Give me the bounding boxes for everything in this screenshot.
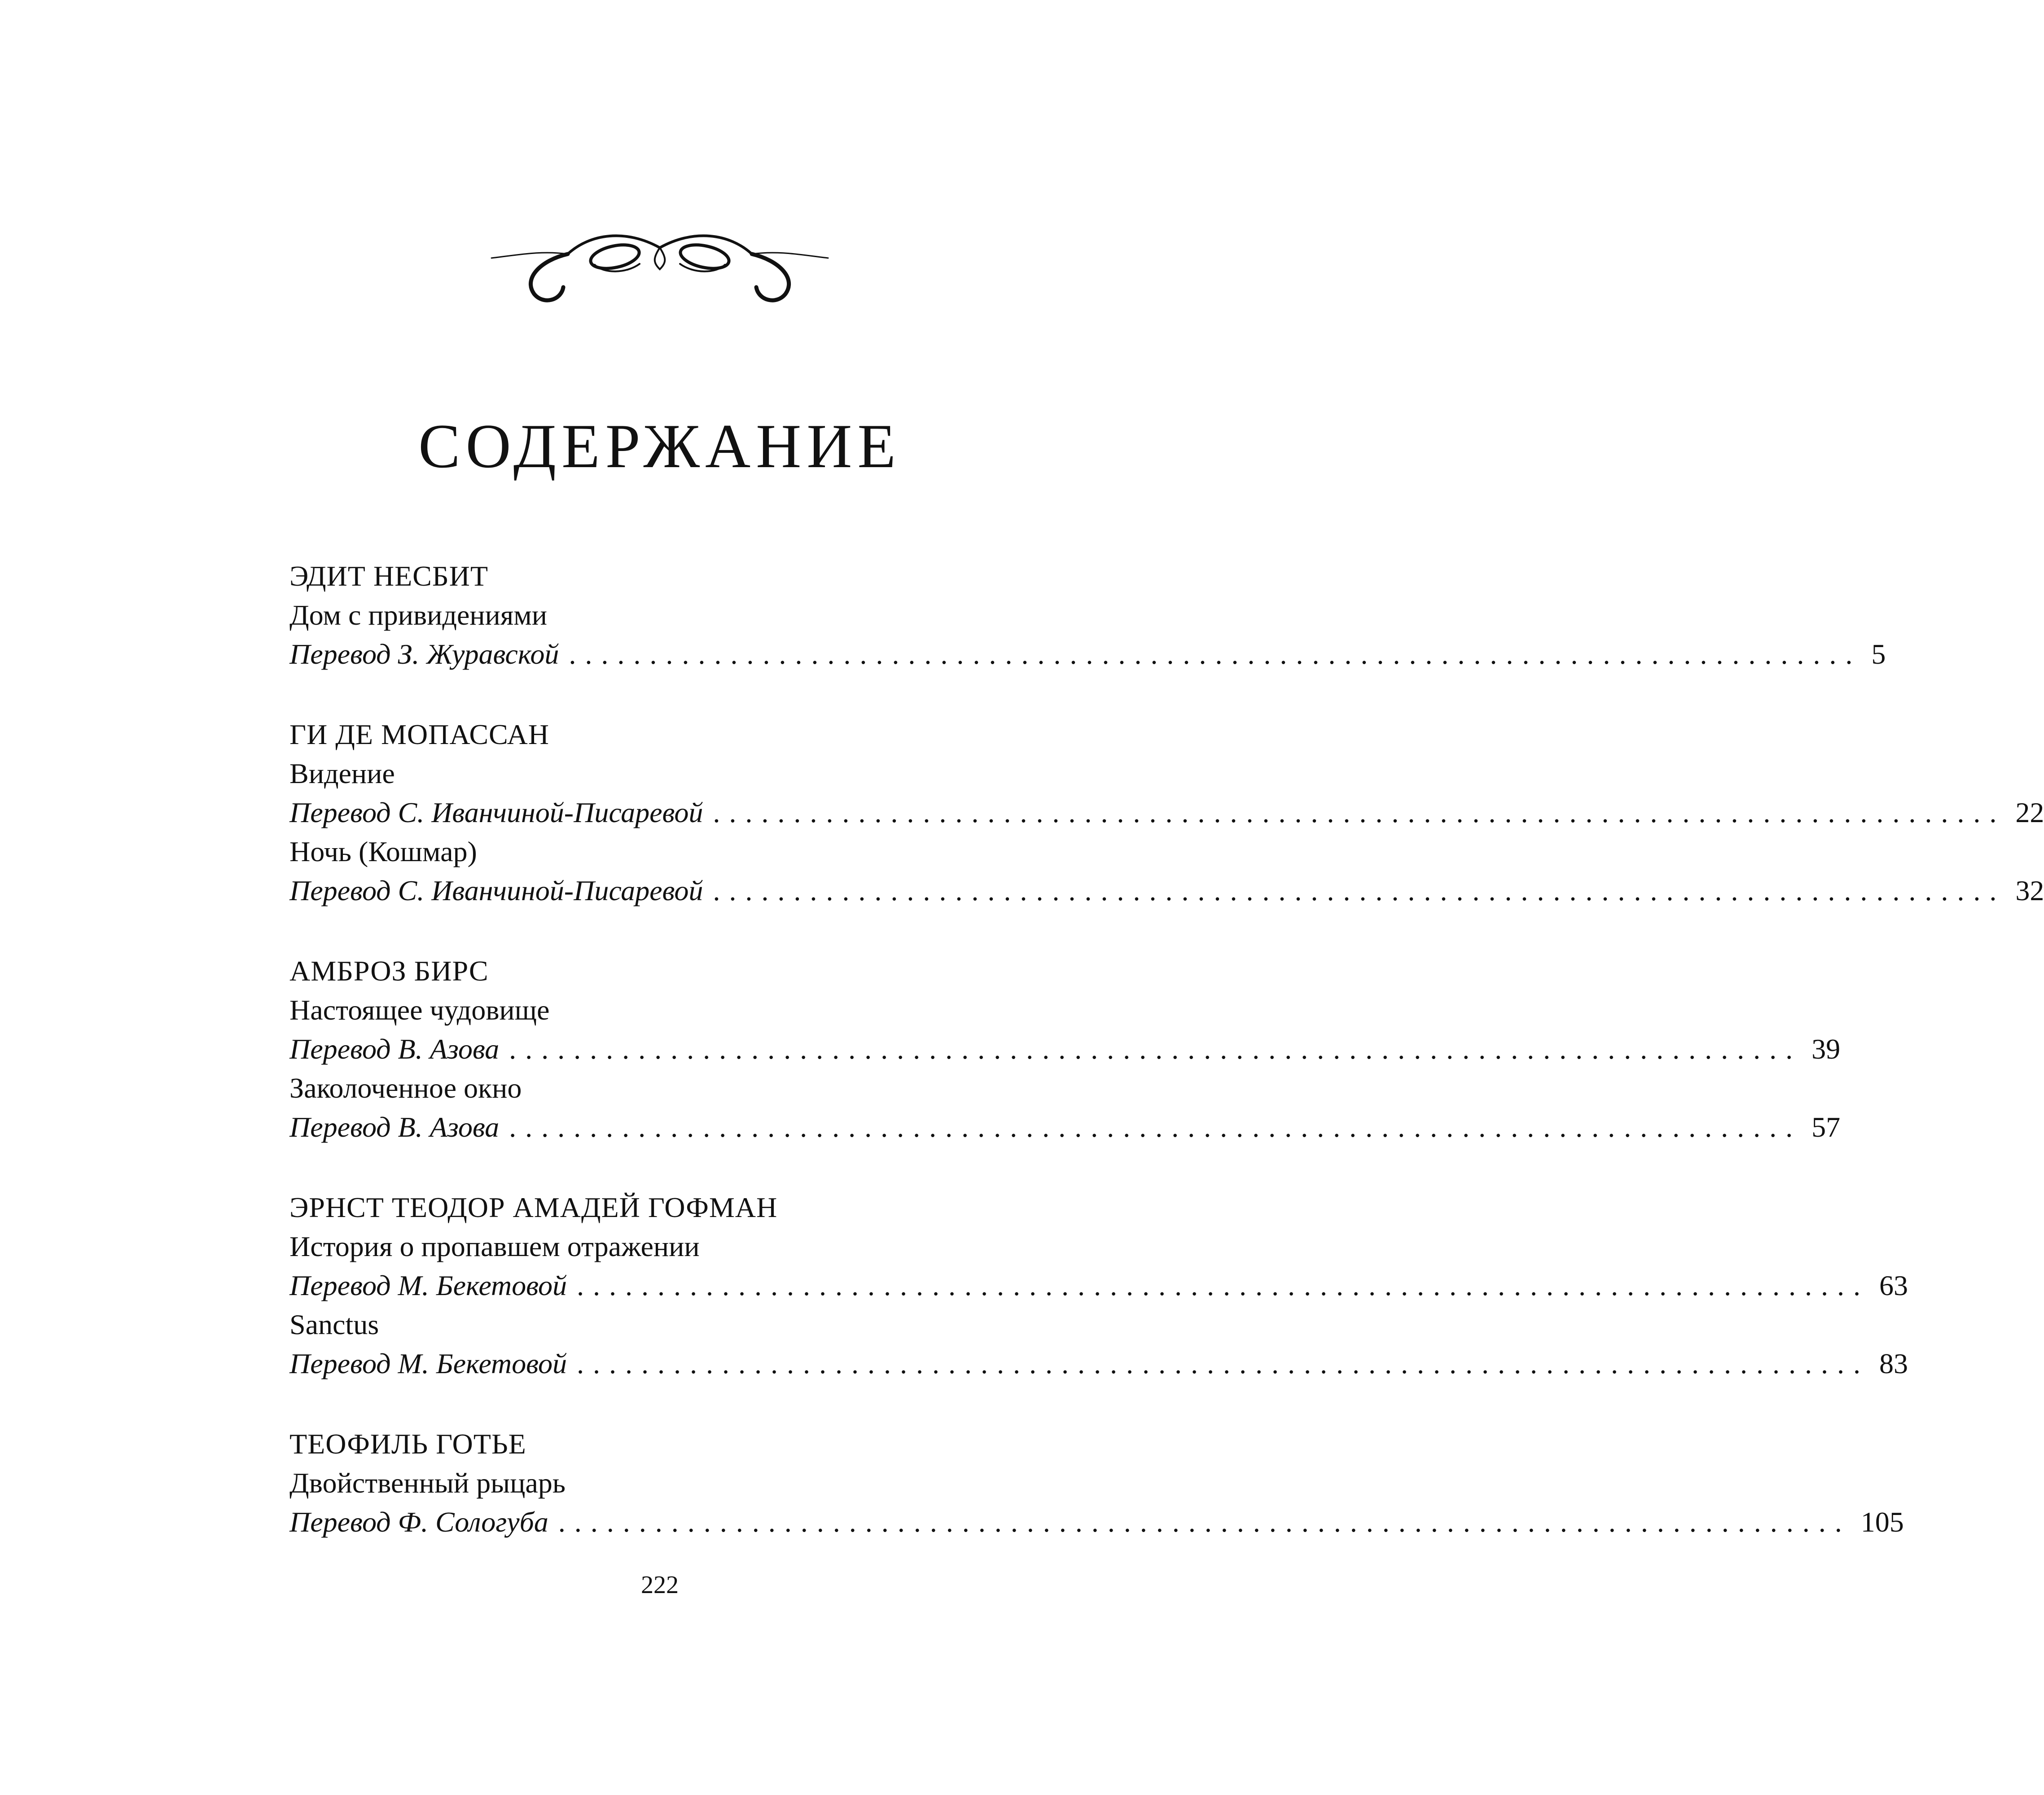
work-title: Настоящее чудовище (289, 994, 550, 1026)
work-title: История о пропавшем отражении (289, 1230, 700, 1262)
toc-entry (289, 1502, 1904, 1541)
dot-leader: ................................................................................ (509, 1033, 1802, 1065)
work-title: Sanctus (289, 1309, 379, 1340)
toc-entry (289, 1344, 1908, 1383)
dot-leader: ................................................................................ (713, 797, 2006, 828)
dot-leader: ................................................................................ (569, 638, 1862, 670)
page-ref: 32 (2015, 875, 2044, 906)
toc-section (289, 556, 1886, 674)
toc-section (289, 1424, 1904, 1541)
translator: Перевод С. Иванчиной-Писаревой (289, 797, 703, 828)
toc-section (289, 715, 2044, 910)
toc-section (289, 1188, 1908, 1383)
toc-entry (289, 1029, 1841, 1068)
page-title: СОДЕРЖАНИЕ (418, 412, 901, 481)
toc-entry (289, 793, 2044, 832)
ornament-flourish (491, 215, 828, 310)
page-ref: 39 (1812, 1033, 1841, 1065)
page-ref: 5 (1871, 638, 1886, 670)
dot-leader: ................................................................................ (577, 1348, 1870, 1379)
page-ref: 105 (1860, 1506, 1904, 1538)
table-of-contents (289, 556, 2044, 1583)
work-title: Ночь (Кошмар) (289, 836, 477, 867)
translator: Перевод В. Азова (289, 1033, 500, 1065)
toc-entry (289, 871, 2044, 910)
work-title: Видение (289, 757, 395, 789)
dot-leader: ................................................................................ (558, 1506, 1851, 1538)
toc-entry (289, 635, 1886, 674)
author-name: ГИ ДЕ МОПАССАН (289, 718, 549, 750)
work-title: Двойственный рыцарь (289, 1467, 566, 1499)
work-title: Дом с привидениями (289, 599, 547, 631)
dot-leader: ................................................................................ (713, 875, 2006, 906)
toc-section (289, 951, 1841, 1147)
translator: Перевод З. Журавской (289, 638, 559, 670)
author-name: АМБРОЗ БИРС (289, 955, 489, 987)
page-ref: 83 (1879, 1348, 1908, 1379)
toc-entry (289, 1266, 1908, 1305)
author-name: ЭДИТ НЕСБИТ (289, 560, 488, 592)
author-name: ЭРНСТ ТЕОДОР АМАДЕЙ ГОФМАН (289, 1191, 778, 1223)
dot-leader: ................................................................................ (509, 1111, 1802, 1143)
author-name: ТЕОФИЛЬ ГОТЬЕ (289, 1428, 526, 1460)
translator: Перевод С. Иванчиной-Писаревой (289, 875, 703, 906)
translator: Перевод М. Бекетовой (289, 1348, 567, 1379)
page-ref: 22 (2015, 797, 2044, 828)
translator: Перевод В. Азова (289, 1111, 500, 1143)
work-title: Заколоченное окно (289, 1072, 522, 1104)
toc-entry (289, 1108, 1841, 1147)
page-ref: 57 (1812, 1111, 1841, 1143)
translator: Перевод Ф. Сологуба (289, 1506, 548, 1538)
dot-leader: ................................................................................ (577, 1270, 1870, 1301)
page-ref: 63 (1879, 1270, 1908, 1301)
page-number: 222 (641, 1571, 679, 1599)
translator: Перевод М. Бекетовой (289, 1270, 567, 1301)
